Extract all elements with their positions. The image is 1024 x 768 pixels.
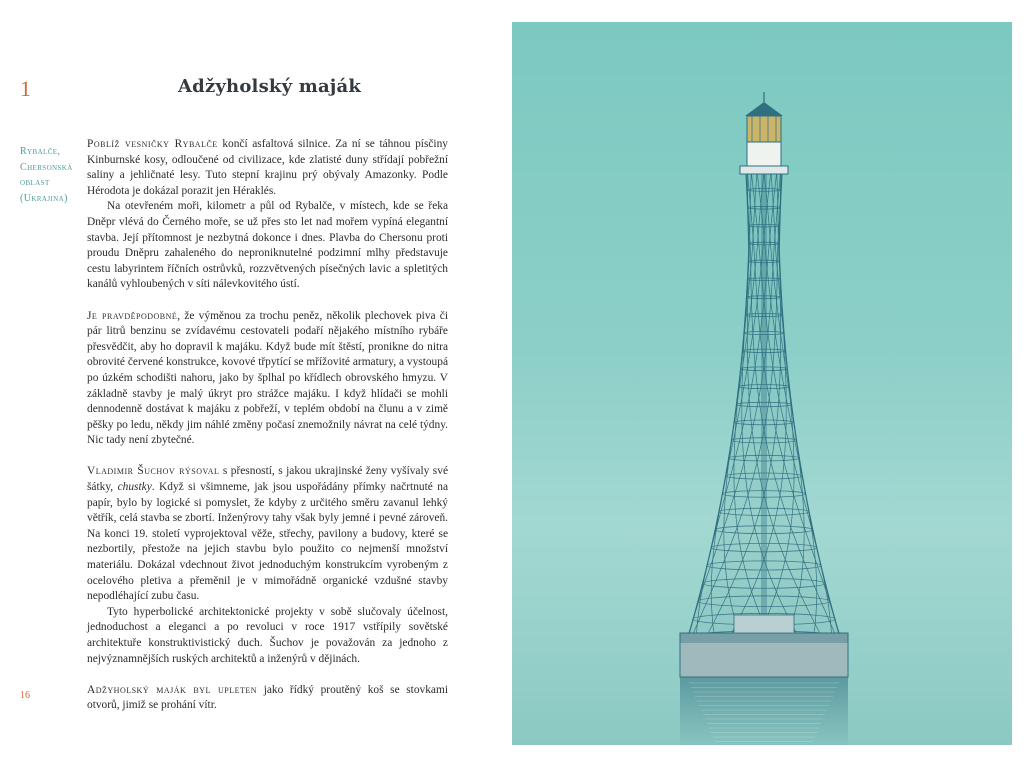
lighthouse-drawing [512,22,1012,745]
paragraph-text: s přesností, s jakou ukrajinské ženy vyšívaly své šátky, [87,465,448,494]
location-line: Rybalče, [20,146,61,157]
paragraph-text: končí asfaltová silnice. Za ní se táhnou písčiny Kinburnské kosy, odloučené od civilizace, kde zlatisté duny střídají pobřežní saliny a jehličnaté lesy. Tuto stepní krajinu prý obývaly Amazonky. Podle Hérodota je dokázal porazit jen Héraklés. [87,138,448,197]
watch-room [747,142,781,166]
paragraph-text: . Když si všimneme, jak jsou uspořádány přímky načrtnuté na papír, bylo by logické si pomyslet, že kdyby z určitého směru zavanul lehký větřík, celá stavba se zbortí. Inženýrovy tahy však byly jemné i pevné zároveň. Na konci 19. století vyprojektoval věže, střechy, pavilony a budovy, které se nezbortily, přestože na jejich stavbu bylo použito co nejmenší množství materiálu. Dokázal vdechnout život jednoduchým konstrukcím vyrobeným z ocelového pletiva a přeměnil je v mimořádně organické vzdušné stavby nepodléhající zubu času. [87,481,449,603]
location-line: oblast [20,177,50,188]
location-line: Chersonská [20,161,73,173]
body-text [87,137,448,714]
lighthouse-tower [680,171,848,677]
chapter-number: 1 [20,76,31,101]
paragraph-text: jako řídký proutěný koš se stovkami otvorů, jimiž se prohání vítr. [87,683,448,712]
lighthouse-lantern [740,92,788,174]
paragraph [87,309,448,449]
base-cornice [680,633,848,643]
lighthouse-illustration [512,22,1012,745]
paragraph-lead: Je pravděpodobné [87,309,178,322]
paragraph [87,199,448,293]
paragraph [87,605,448,667]
paragraph-text: , že výměnou za trochu peněz, několik plechovek piva či pár litrů benzinu se zvídavému cestovateli podaří nějakého místního rybáře přesvědčit, aby ho dopravil k majáku. Když bude mít štěstí, pronikne do nitra obrovité červené konstrukce, kovové třpytící se mřížovité armatury, a vystoupá po úzkém schodišti nahoru, jako by šplhal po křídlech obrovského hmyzu. V základně stavby je malý úkryt pro strážce majáku. I když hlídači se mohli dennodenně dostávat k majáku z pobřeží, v teplém období na člunu a v zimě pěšky po ledu, někdy jim náhlé změny počasí znemožnily návrat na celé týdny. Nic tady není zbytečné. [87,309,449,447]
paragraph-lead: Poblíž vesničky Rybalče [87,138,218,150]
page-number: 16 [20,690,30,701]
location-note [20,144,78,206]
chapter-title: Adžyholský maják [178,76,362,97]
lantern-gallery [740,166,788,174]
keeper-shelter [734,615,794,633]
paragraph-lead: Adžyholský maják byl upleten [87,683,258,696]
paragraph-emphasis: chustky [117,481,152,494]
paragraph [87,137,448,199]
paragraph-text: Na otevřeném moři, kilometr a půl od Rybalče, v místech, kde se řeka Dněpr vlévá do Černého moře, se už přes sto let nad mořem vypíná elegantní stavba. Její přítomnost je nezbytná dokonce i dnes. Plavba do Chersonu proti proudu Dněpru zahaleného do neproniknutelné podzimní mlhy představuje cestu labyrintem říčních ostrůvků, rozzvětvených písečných lavic a spletitých kanálů vyhloubených v síti nálevkovitého ústí. [87,200,448,291]
water-reflection [680,677,848,745]
location-line: (Ukrajina) [20,192,68,204]
paragraph-text: Tyto hyperbolické architektonické projekty v sobě slučovaly účelnost, jednoduchost a eleganci a po revoluci v roce 1917 vstřípily sovětské architektuře konstruktivistický duch. Šuchov je považován za jednoho z nejvýznamnějších ruských architektů a inženýrů v dějinách. [87,605,448,665]
paragraph [87,464,448,604]
paragraph-lead: Vladimir Šuchov rýsoval [87,465,220,478]
stair-shaft [761,172,767,637]
paragraph [87,683,448,714]
lantern-roof [745,102,783,116]
